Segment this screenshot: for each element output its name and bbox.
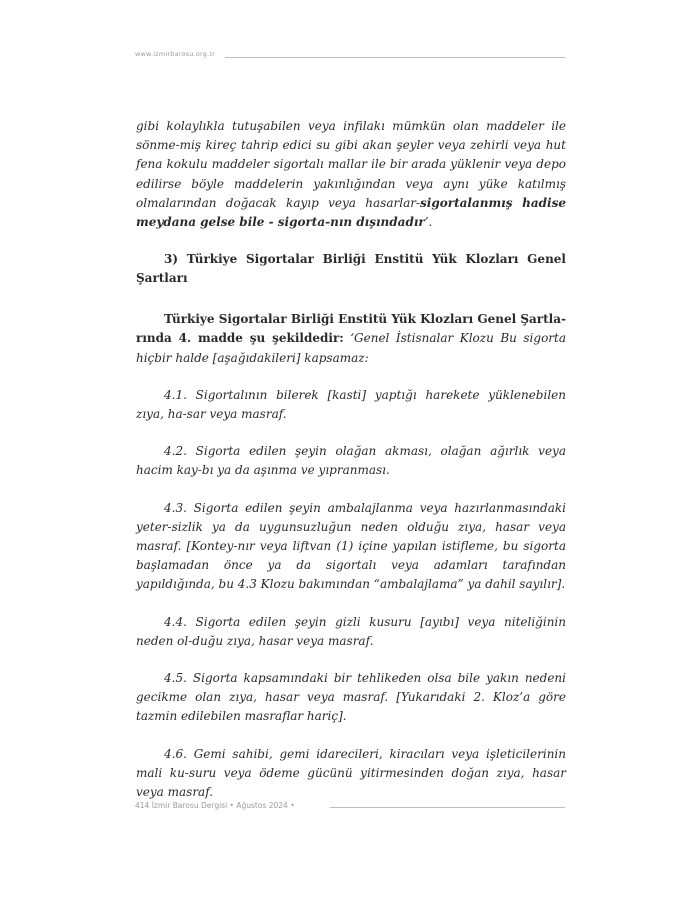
footer-text: 414 İzmir Barosu Dergisi • Ağustos 2024 • xyxy=(135,801,298,810)
header-rule xyxy=(225,57,565,58)
page-header xyxy=(135,50,565,64)
intro-paragraph xyxy=(136,117,566,232)
clause-item: 4.2. Sigorta edilen şeyin olağan akması, olağan ağırlık veya hacim kay-bı ya da aşınma ve yıpranması. xyxy=(136,444,566,478)
lead-text: ‘Genel İstisnalar Klozu Bu sigorta hiçbir halde [aşağıdakileri] kapsamaz: xyxy=(136,331,567,365)
page-body xyxy=(136,117,566,820)
page-footer xyxy=(135,801,565,815)
section-heading: 3) Türkiye Sigortalar Birliği Enstitü Yük Klozları Genel Şartları xyxy=(136,252,566,286)
clause-item: 4.1. Sigortalının bilerek [kasti] yaptığı harekete yüklenebilen zıya, ha-sar veya masraf. xyxy=(136,387,566,422)
clause-item: 4.5. Sigorta kapsamındaki bir tehlikeden olsa bile yakın nedeni gecikme olan zıya, hasar veya masraf. [Yukarıdaki 2. Kloz’a göre tazmin edilebilen masraflar hariç]. xyxy=(136,671,566,724)
clause-item: 4.3. Sigorta edilen şeyin ambalajlanma veya hazırlanmasındaki yeter-sizlik ya da uygunsuzluğun neden olduğu zıya, hasar veya masraf. [Kontey-nır veya liftvan (1) içine yapılan istifleme, bu sigorta başlamadan önce ya da sigortalı veya adamları tarafından yapıldığında, bu 4.3 Klozu bakımından “ambalajlama” ya dahil sayılır]. xyxy=(136,500,566,592)
lead-bold: Türkiye Sigortalar Birliği Enstitü Yük Klozları Genel Şartla-rında 4. madde şu şekildedir: xyxy=(136,312,566,346)
lead-paragraph xyxy=(136,310,566,368)
footer-rule xyxy=(330,807,565,808)
clause-item: 4.4. Sigorta edilen şeyin gizli kusuru [ayıbı] veya niteliğinin neden ol-duğu zıya, hasar veya masraf. xyxy=(136,614,566,648)
intro-bold: sigortalanmış hadise meydana gelse bile - sigorta-nın dışındadır xyxy=(136,195,567,230)
clause-item: 4.6. Gemi sahibi, gemi idarecileri, kiracıları veya işleticilerinin mali ku-suru veya ödeme gücünü yitirmesinden doğan zıya, hasar veya masraf. xyxy=(136,746,566,800)
intro-text: gibi kolaylıkla tutuşabilen veya infilakı mümkün olan maddeler ile sönme-miş kireç tahrip edici su gibi akan şeyler veya zehirli veya hut fena kokulu maddeler sigortalı mallar ile bir arada yüklenir veya depo edilirse böyle maddelerin yakınlığından veya aynı yüke katılmış olmalarından doğacak kayıp veya hasarlar- xyxy=(136,119,566,210)
intro-tail: ’. xyxy=(424,215,433,230)
header-url: www.izmirbarosu.org.tr xyxy=(135,50,218,58)
